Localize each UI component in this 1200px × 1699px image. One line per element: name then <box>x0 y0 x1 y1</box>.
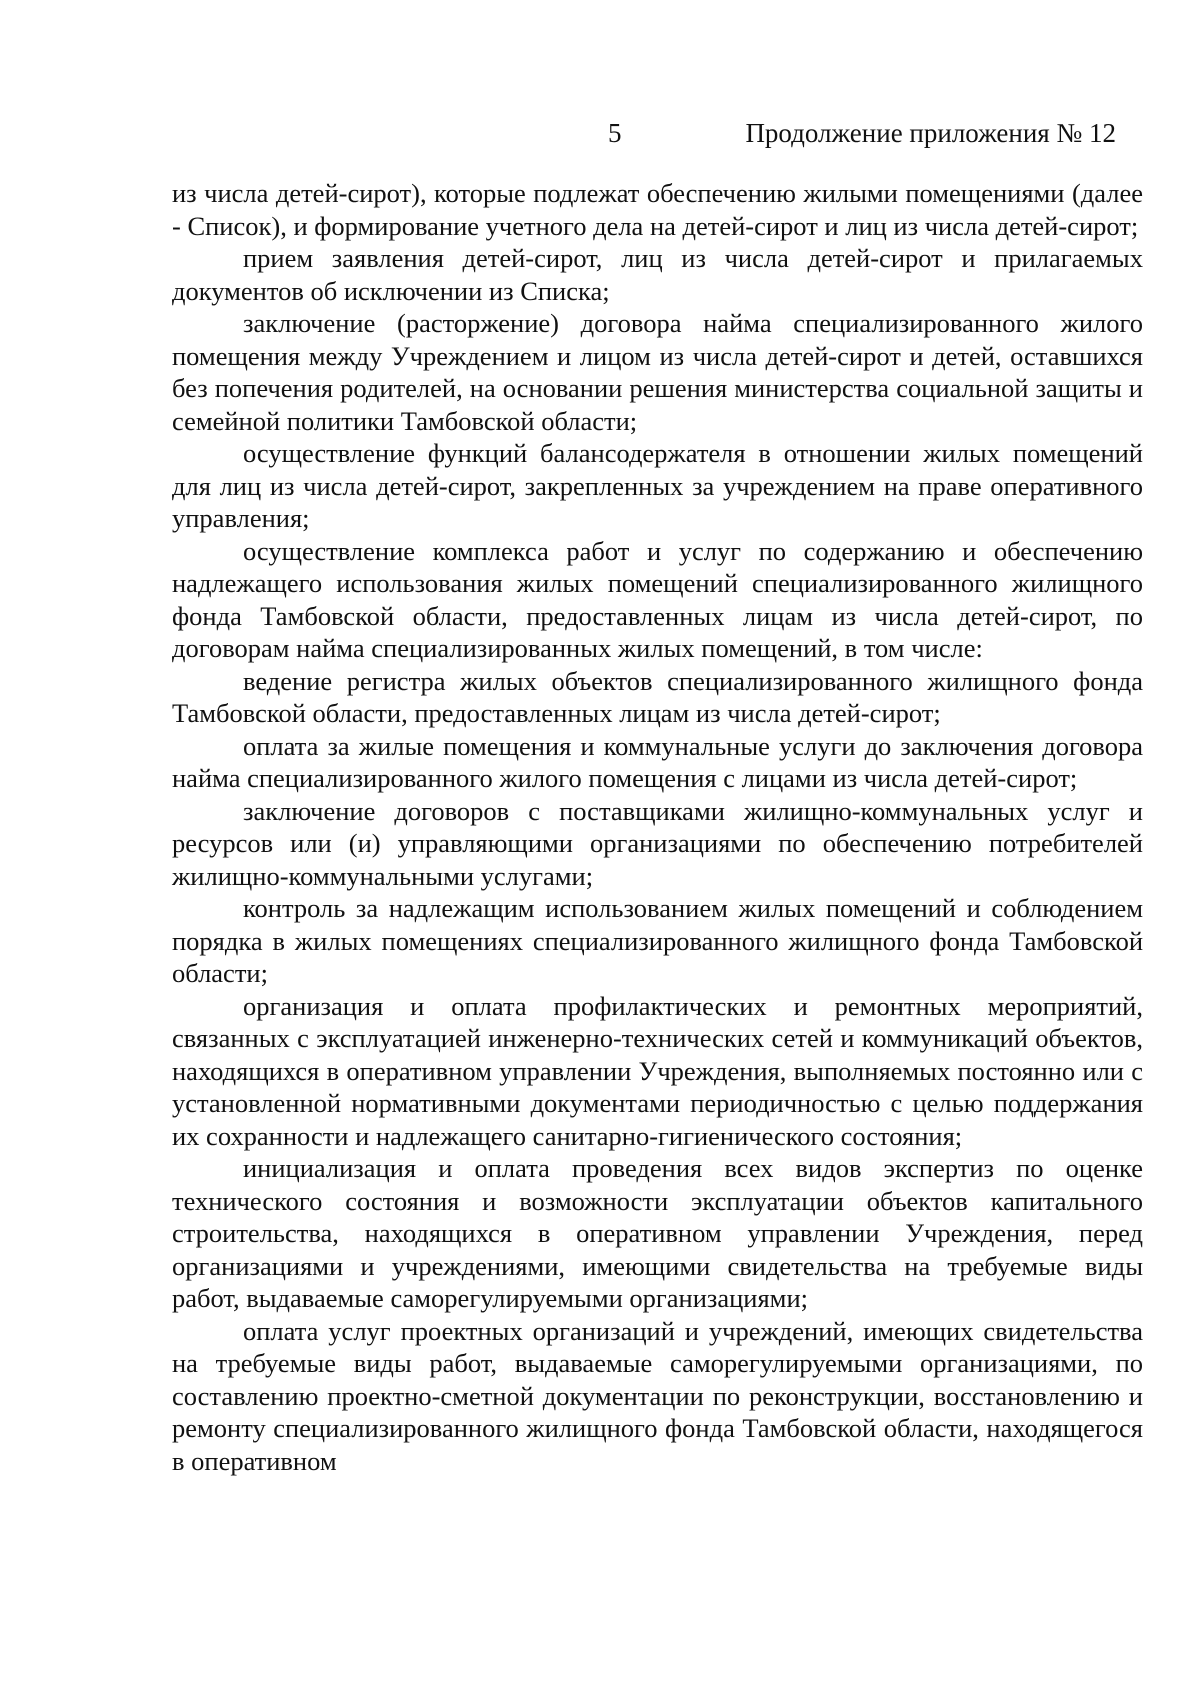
paragraph: заключение договоров с поставщиками жилищно-коммунальных услуг и ресурсов или (и) управляющими организациями по обеспечению потребителей жилищно-коммунальными услугами; <box>172 795 1143 891</box>
paragraph-continuation: из числа детей-сирот), которые подлежат обеспечению жилыми помещениями (далее - Список), и формирование учетного дела на детей-сирот и лиц из числа детей-сирот; <box>172 178 1143 241</box>
document-body <box>172 177 1143 1477</box>
paragraph: инициализация и оплата проведения всех видов экспертиз по оценке технического состояния и возможности эксплуатации объектов капитального строительства, находящихся в оперативном управлении Учреждения, перед организациями и учреждениями, имеющими свидетельства на требуемые виды работ, выдаваемые саморегулируемыми организациями; <box>172 1153 1143 1313</box>
paragraph: организация и оплата профилактических и ремонтных мероприятий, связанных с эксплуатацией инженерно-технических сетей и коммуникаций объектов, находящихся в оперативном управлении Учреждения, выполняемых постоянно или с установленной нормативными документами периодичностью с целью поддержания их сохранности и надлежащего санитарно-гигиенического состояния; <box>172 990 1143 1151</box>
paragraph: контроль за надлежащим использованием жилых помещений и соблюдением порядка в жилых помещениях специализированного жилищного фонда Тамбовской области; <box>172 893 1143 988</box>
paragraph: ведение регистра жилых объектов специализированного жилищного фонда Тамбовской области, предоставленных лицам из числа детей-сирот; <box>172 665 1143 728</box>
appendix-title: Продолжение приложения № 12 <box>745 118 1116 148</box>
paragraph: оплата за жилые помещения и коммунальные услуги до заключения договора найма специализированного жилого помещения с лицами из числа детей-сирот; <box>172 730 1143 793</box>
paragraph: заключение (расторжение) договора найма специализированного жилого помещения между Учреждением и лицом из числа детей-сирот и детей, оставшихся без попечения родителей, на основании решения министерства социальной защиты и семейной политики Тамбовской области; <box>172 308 1143 436</box>
page-header <box>0 113 1200 153</box>
paragraph: прием заявления детей-сирот, лиц из числа детей-сирот и прилагаемых документов об исключении из Списка; <box>172 243 1143 306</box>
paragraph: осуществление комплекса работ и услуг по содержанию и обеспечению надлежащего использования жилых помещений специализированного жилищного фонда Тамбовской области, предоставленных лицам из числа детей-сирот, по договорам найма специализированных жилых помещений, в том числе: <box>172 535 1143 663</box>
page-number: 5 <box>608 118 622 148</box>
paragraph: осуществление функций балансодержателя в отношении жилых помещений для лиц из числа детей-сирот, закрепленных за учреждением на праве оперативного управления; <box>172 438 1143 533</box>
paragraph: оплата услуг проектных организаций и учреждений, имеющих свидетельства на требуемые виды работ, выдаваемые саморегулируемыми организациями, по составлению проектно-сметной документации по реконструкции, восстановлению и ремонту специализированного жилищного фонда Тамбовской области, находящегося в оперативном <box>172 1315 1143 1476</box>
